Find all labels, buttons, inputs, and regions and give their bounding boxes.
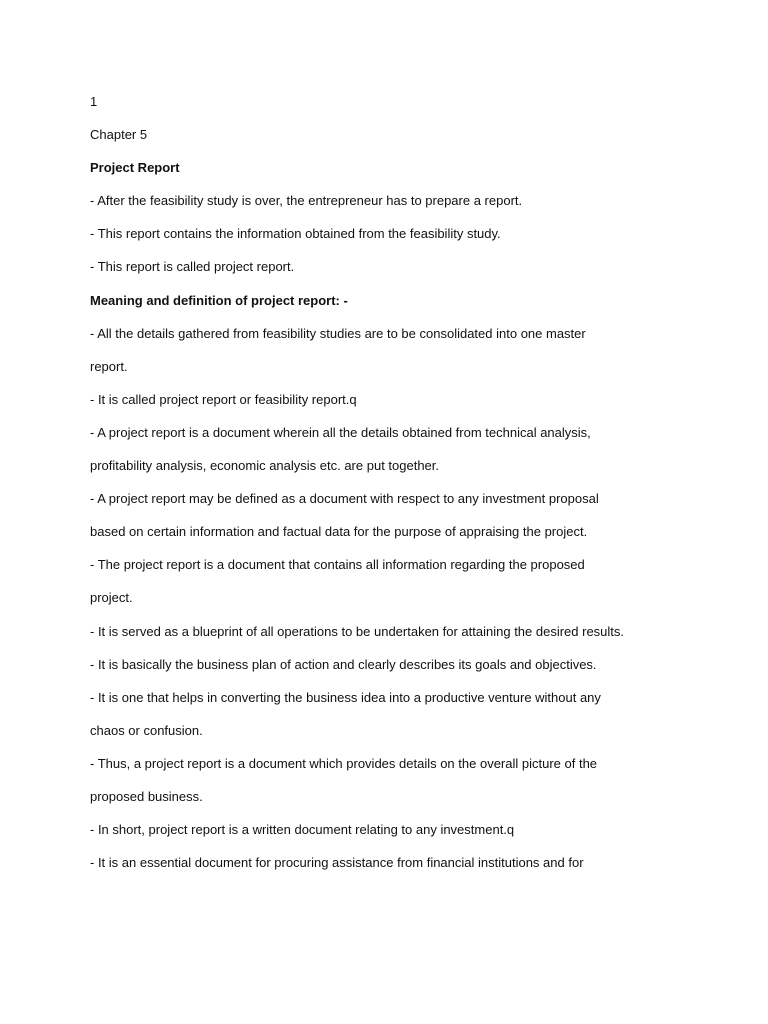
section-heading: Meaning and definition of project report: - <box>90 292 348 308</box>
body-line: - It is called project report or feasibility report.q <box>90 391 357 407</box>
body-line: based on certain information and factual data for the purpose of appraising the project. <box>90 524 588 540</box>
body-line: - In short, project report is a written document relating to any investment.q <box>90 822 515 838</box>
body-line: chaos or confusion. <box>90 722 203 738</box>
body-line: - It is served as a blueprint of all operations to be undertaken for attaining the desired results. <box>90 623 625 639</box>
body-line: - It is basically the business plan of action and clearly describes its goals and objectives. <box>90 656 597 672</box>
body-line: - It is one that helps in converting the business idea into a productive venture without any <box>90 689 601 705</box>
intro-line: - This report contains the information obtained from the feasibility study. <box>90 226 501 242</box>
intro-line: - After the feasibility study is over, the entrepreneur has to prepare a report. <box>90 193 523 209</box>
body-line: profitability analysis, economic analysis etc. are put together. <box>90 458 440 474</box>
page-number: 1 <box>90 94 98 109</box>
body-line: - A project report is a document wherein all the details obtained from technical analysis, <box>90 424 591 440</box>
document-body <box>90 92 730 886</box>
body-line: - Thus, a project report is a document which provides details on the overall picture of the <box>90 755 598 771</box>
body-line: report. <box>90 358 128 374</box>
body-line: - It is an essential document for procuring assistance from financial institutions and for <box>90 855 584 871</box>
document-title: Project Report <box>90 160 180 176</box>
intro-line: - This report is called project report. <box>90 259 295 275</box>
body-line: - A project report may be defined as a document with respect to any investment proposal <box>90 491 599 507</box>
chapter-label: Chapter 5 <box>90 127 148 143</box>
body-line: - All the details gathered from feasibility studies are to be consolidated into one master <box>90 325 586 341</box>
body-line: project. <box>90 590 133 606</box>
body-line: - The project report is a document that contains all information regarding the proposed <box>90 557 585 573</box>
body-line: proposed business. <box>90 788 203 804</box>
